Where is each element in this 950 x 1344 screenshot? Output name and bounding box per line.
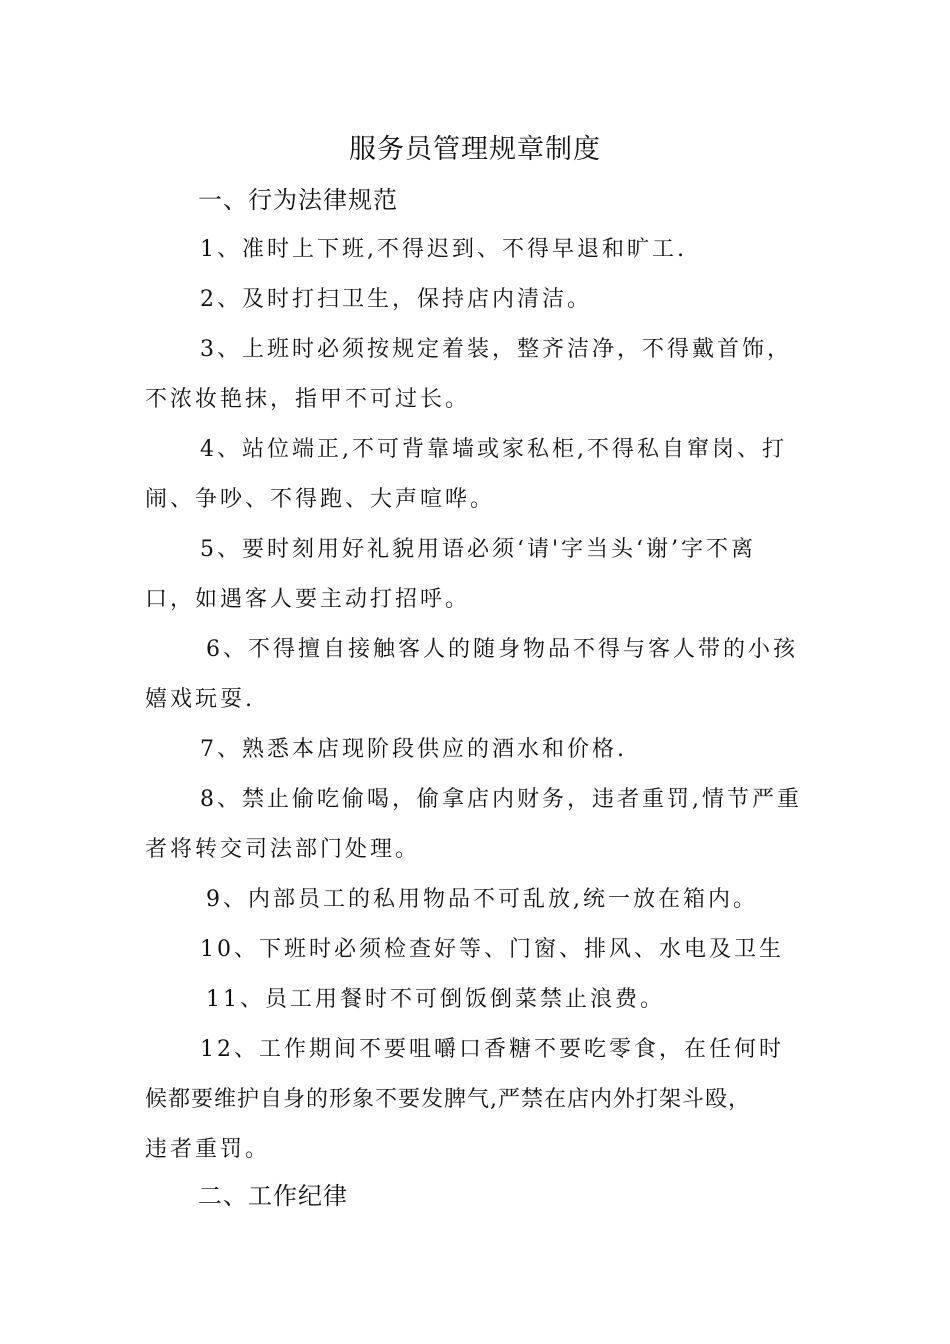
section-heading-2: 二、工作纪律: [198, 1182, 348, 1210]
rule-12-continuation: 候都要维护自身的形象不要发脾气,严禁在店内外打架斗殴，: [145, 1087, 751, 1112]
rule-5-text: 5、要时刻用好礼貌用语必须‘请'字当头‘谢’字不离: [200, 537, 757, 562]
rule-6-text: 6、不得擅自接触客人的随身物品不得与客人带的小孩: [206, 637, 798, 662]
rule-12-continuation-2: 违者重罚。: [145, 1137, 271, 1162]
rule-4-continuation: 闹、争吵、不得跑、大声喧哗。: [145, 487, 496, 512]
rule-6-continuation: 嬉戏玩耍.: [145, 687, 255, 712]
rule-1-text: 1、准时上下班,不得迟到、不得早退和旷工.: [200, 237, 687, 262]
rule-12-text: 12、工作期间不要咀嚼口香糖不要吃零食，在任何时: [200, 1037, 784, 1062]
rule-7-text: 7、熟悉本店现阶段供应的酒水和价格.: [200, 737, 627, 762]
rule-10-text: 10、下班时必须检查好等、门窗、排风、水电及卫生: [200, 937, 784, 962]
rule-8-continuation: 者将转交司法部门处理。: [145, 837, 421, 862]
rule-11-text: 11、员工用餐时不可倒饭倒菜禁止浪费。: [206, 987, 665, 1012]
rule-9-text: 9、内部员工的私用物品不可乱放,统一放在箱内。: [206, 887, 758, 912]
document-title: 服务员管理规章制度: [349, 134, 601, 165]
rule-5-continuation: 口，如遇客人要主动打招呼。: [145, 587, 471, 612]
rule-8-text: 8、禁止偷吃偷喝，偷拿店内财务，违者重罚,情节严重: [200, 787, 802, 812]
rule-4-text: 4、站位端正,不可背靠墙或家私柜,不得私自窜岗、打: [200, 437, 787, 462]
section-heading-1: 一、行为法律规范: [198, 186, 398, 214]
rule-3-continuation: 不浓妆艳抹，指甲不可过长。: [145, 387, 471, 412]
rule-3-text: 3、上班时必须按规定着装，整齐洁净，不得戴首饰，: [200, 337, 792, 362]
rule-2-text: 2、及时打扫卫生，保持店内清洁。: [200, 287, 592, 312]
